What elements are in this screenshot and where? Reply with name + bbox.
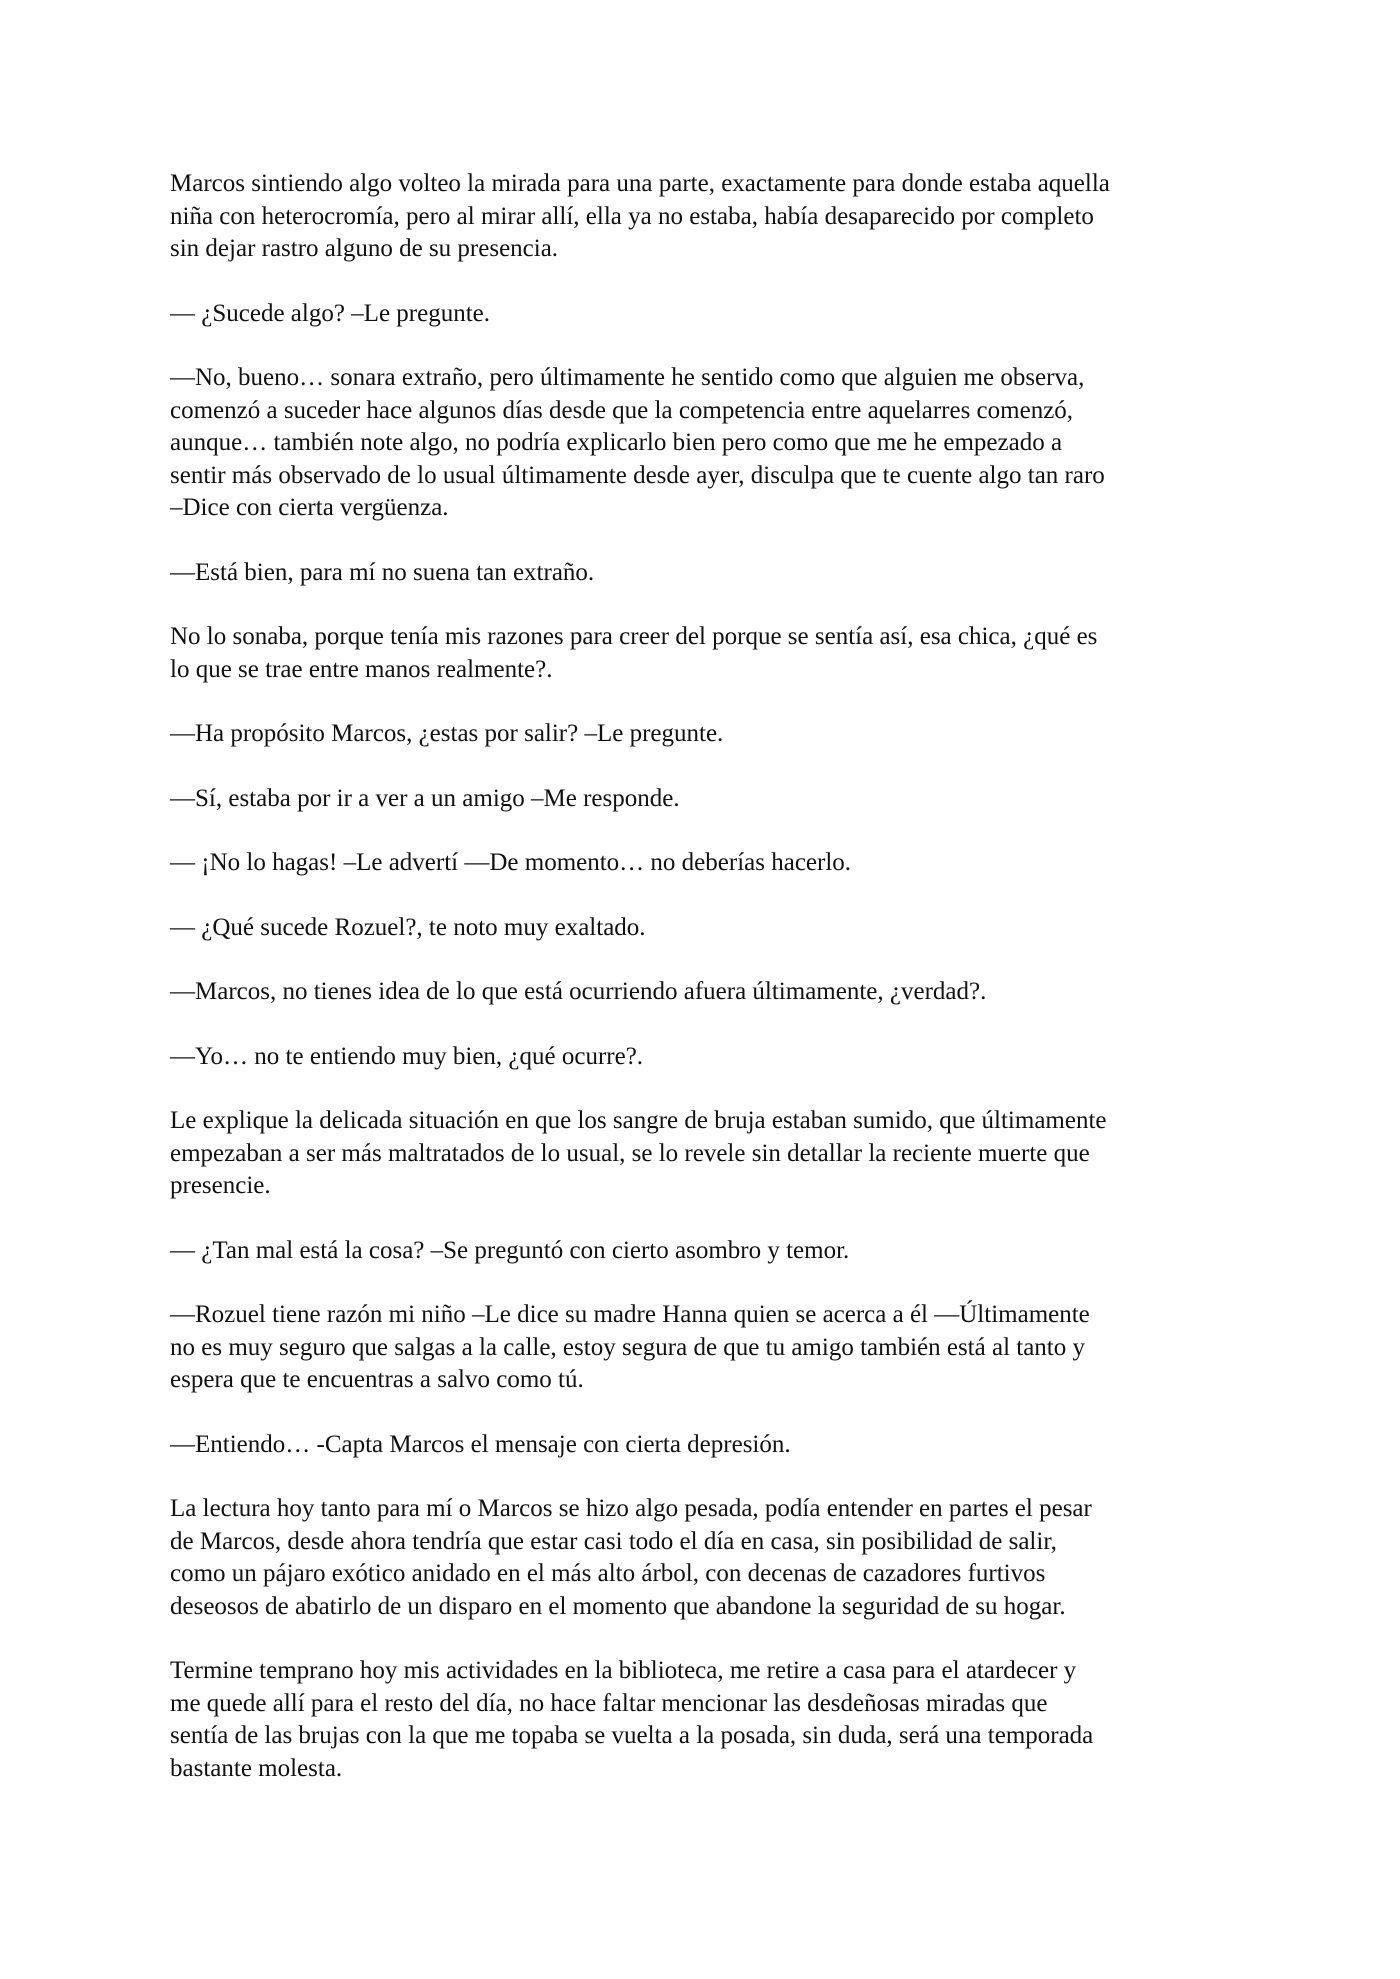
paragraph: —No, bueno… sonara extraño, pero últimamente he sentido como que alguien me observa, comenzó a suceder hace algunos días desde que la competencia entre aquelarres comenzó, aunque… también note algo, no podría explicarlo bien pero como que me he empezado a sentir más observado de lo usual últimamente desde ayer, disculpa que te cuente algo tan raro –Dice con cierta vergüenza. <box>170 364 1105 521</box>
paragraph: La lectura hoy tanto para mí o Marcos se hizo algo pesada, podía entender en partes el pesar de Marcos, desde ahora tendría que estar casi todo el día en casa, sin posibilidad de salir, como un pájaro exótico anidado en el más alto árbol, con decenas de cazadores furtivos deseosos de abatirlo de un disparo en el momento que abandone la seguridad de su hogar. <box>170 1495 1092 1620</box>
paragraph: — ¡No lo hagas! –Le advertí —De momento… no deberías hacerlo. <box>170 849 852 876</box>
paragraph: — ¿Tan mal está la cosa? –Se preguntó con cierto asombro y temor. <box>170 1236 850 1264</box>
paragraph: —Entiendo… -Capta Marcos el mensaje con cierta depresión. <box>170 1430 791 1458</box>
paragraph: —Yo… no te entiendo muy bien, ¿qué ocurre?. <box>170 1042 644 1070</box>
document-page <box>170 168 1250 1817</box>
paragraph: — ¿Qué sucede Rozuel?, te noto muy exaltado. <box>170 913 646 941</box>
paragraph: —Marcos, no tienes idea de lo que está ocurriendo afuera últimamente, ¿verdad?. <box>170 978 987 1005</box>
paragraph: —Rozuel tiene razón mi niño –Le dice su madre Hanna quien se acerca a él —Últimamente no es muy seguro que salgas a la calle, estoy segura de que tu amigo también está al tanto y espera que te encuentras a salvo como tú. <box>170 1301 1090 1393</box>
paragraph: Le explique la delicada situación en que los sangre de bruja estaban sumido, que últimamente empezaban a ser más maltratados de lo usual, se lo revele sin detallar la reciente muerte que presencie. <box>170 1107 1107 1199</box>
paragraph: —Sí, estaba por ir a ver a un amigo –Me responde. <box>170 784 680 812</box>
paragraph: Termine temprano hoy mis actividades en la biblioteca, me retire a casa para el atardecer y me quede allí para el resto del día, no hace faltar mencionar las desdeñosas miradas que sentía de las brujas con la que me topaba se vuelta a la posada, sin duda, será una temporada bastante molesta. <box>170 1657 1094 1782</box>
paragraph: — ¿Sucede algo? –Le pregunte. <box>170 299 491 327</box>
paragraph: —Está bien, para mí no suena tan extraño. <box>170 558 595 586</box>
paragraph: —Ha propósito Marcos, ¿estas por salir? –Le pregunte. <box>170 720 724 747</box>
paragraph: No lo sonaba, porque tenía mis razones para creer del porque se sentía así, esa chica, ¿qué es lo que se trae entre manos realmente?. <box>170 623 1098 683</box>
paragraph: Marcos sintiendo algo volteo la mirada para una parte, exactamente para donde estaba aquella niña con heterocromía, pero al mirar allí, ella ya no estaba, había desaparecido por completo sin dejar rastro alguno de su presencia. <box>170 170 1110 262</box>
